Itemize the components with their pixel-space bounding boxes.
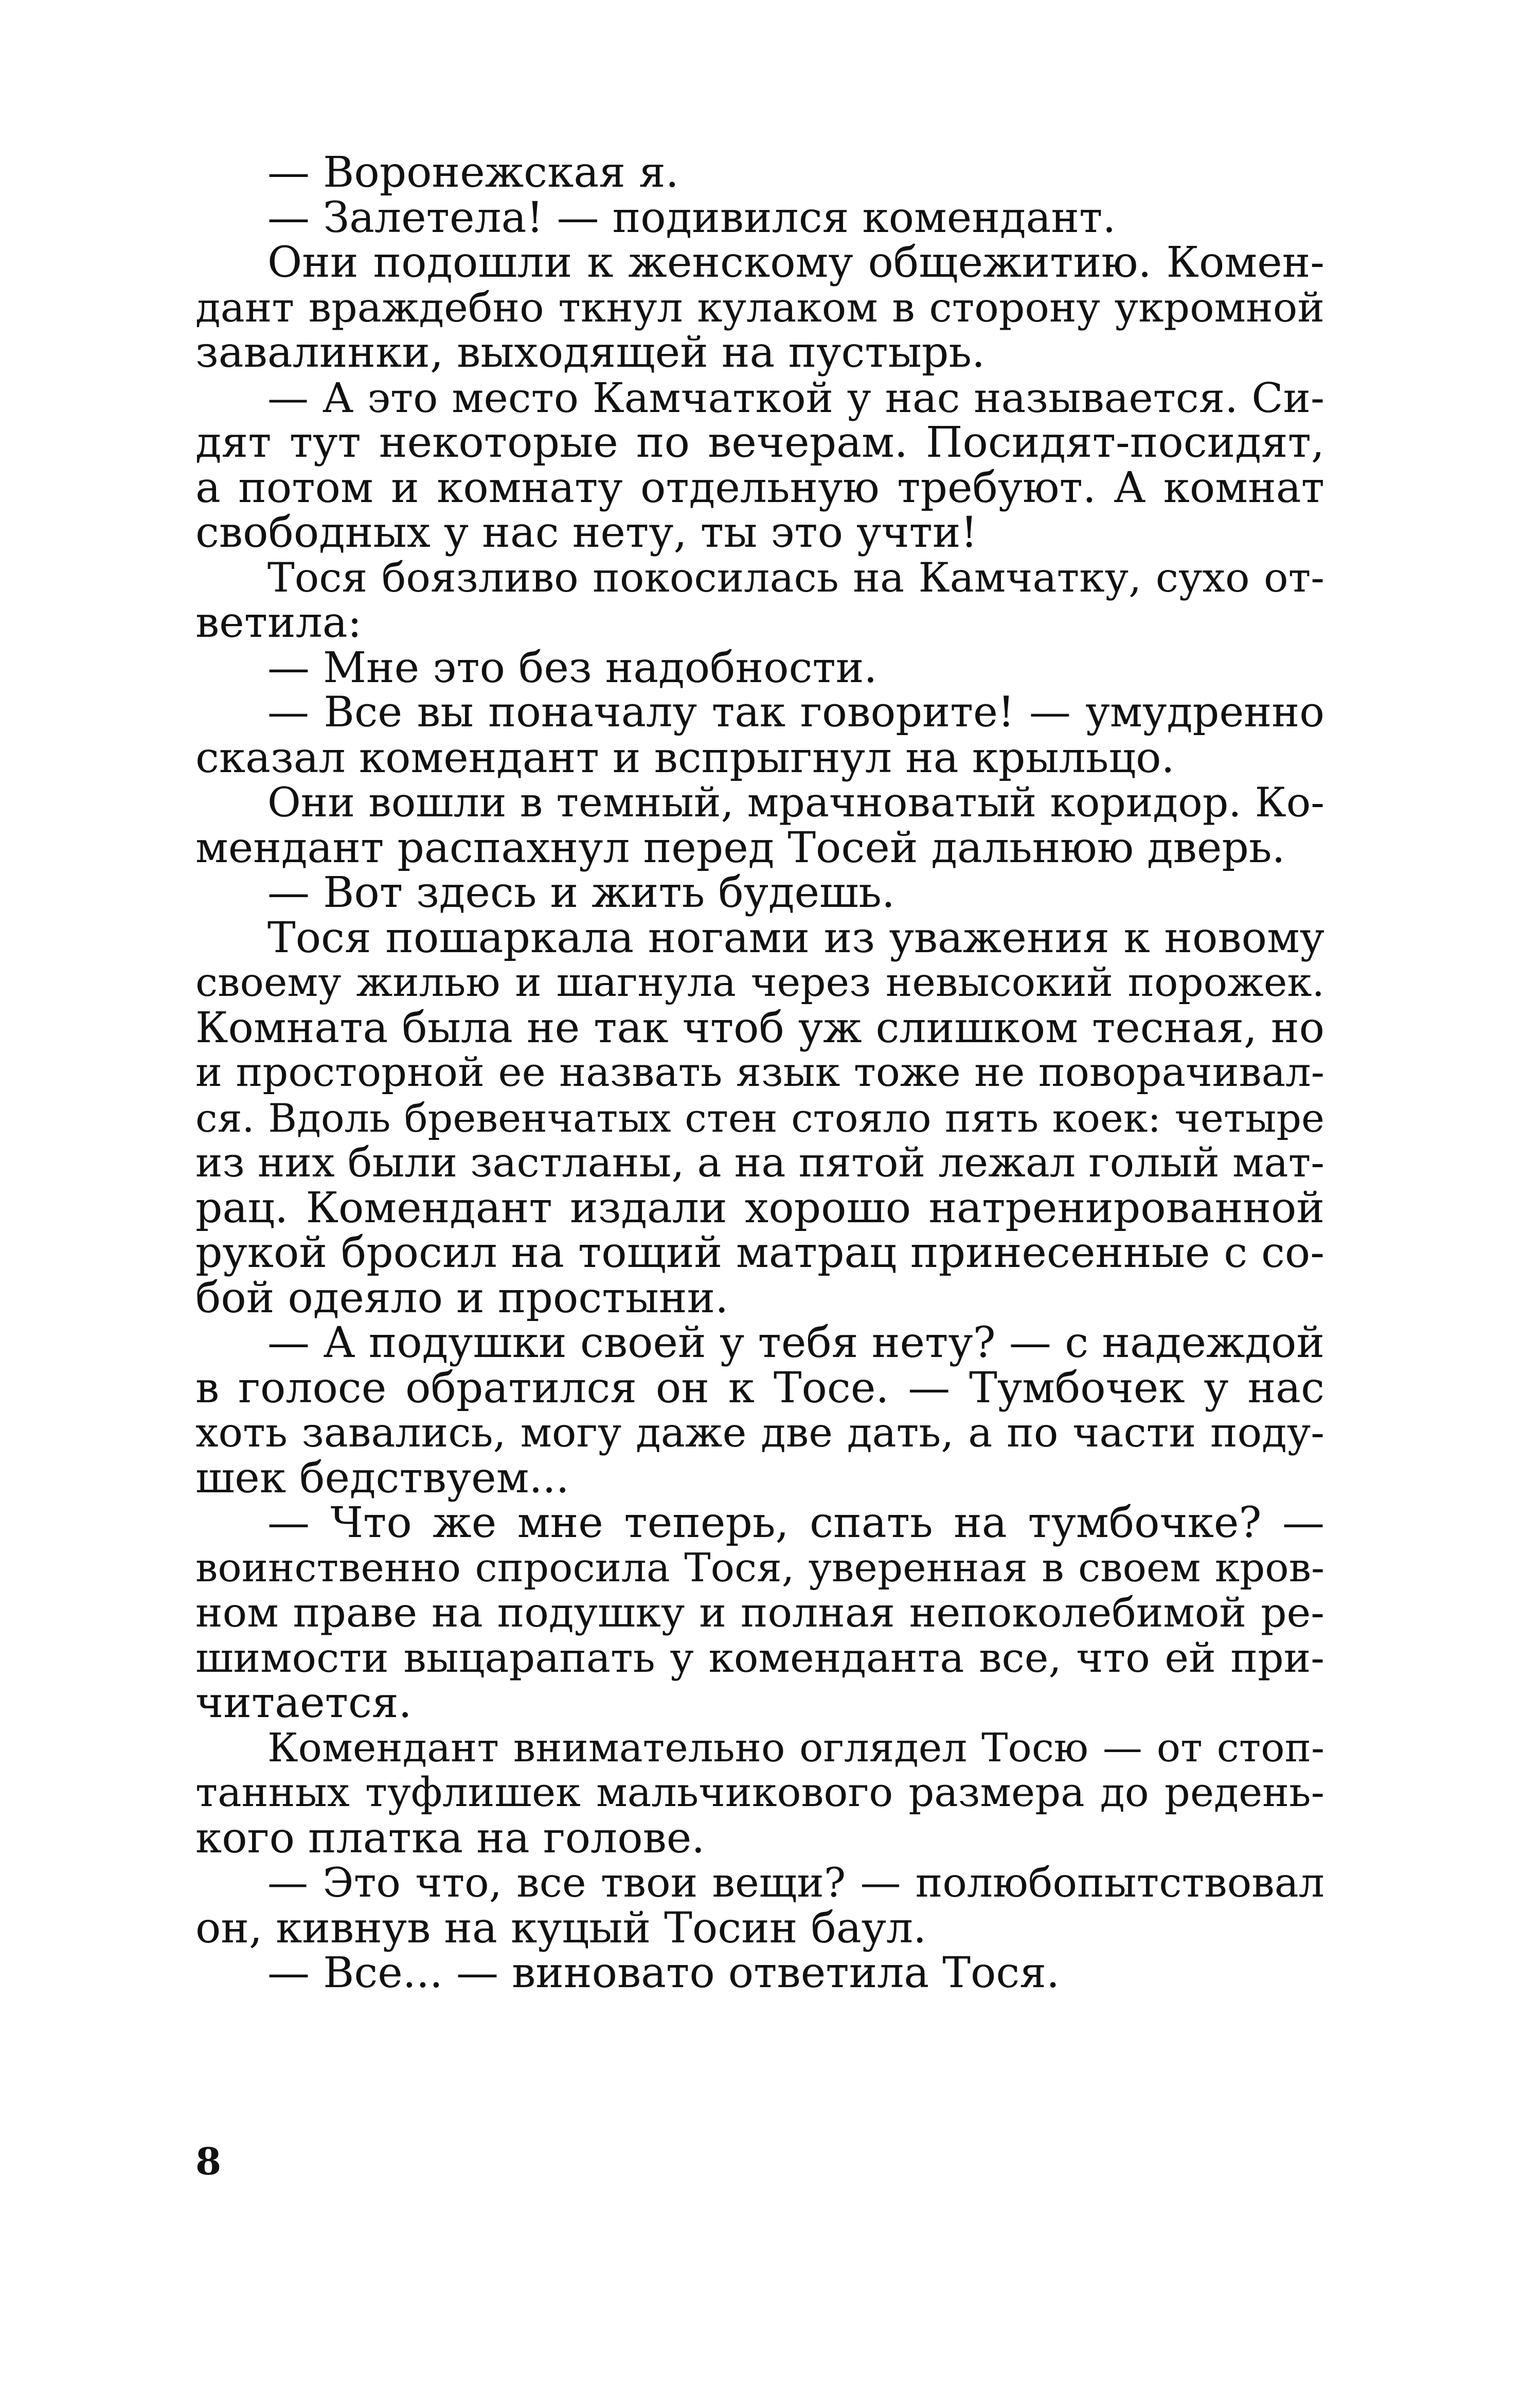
text-line: из них были застланы, а на пятой лежал голый мат- <box>195 1139 1324 1186</box>
text-line: воинственно спросила Тося, уверенная в своем кров- <box>195 1545 1324 1591</box>
text-line: а потом и комнату отдельную требуют. А комнат <box>195 463 1324 512</box>
text-line: в голосе обратился он к Тосе. — Тумбочек у нас <box>195 1363 1324 1413</box>
text-line: танных туфлишек мальчикового размера до редень- <box>195 1770 1324 1816</box>
text-line: — А это место Камчаткой у нас называется. Си- <box>267 373 1324 422</box>
text-line: Комната была не так чтоб уж слишком тесная, но <box>195 1003 1324 1052</box>
text-line: шимости выцарапать у коменданта все, что ей при- <box>195 1634 1324 1682</box>
text-line: своему жилью и шагнула через невысокий порожек. <box>195 960 1324 1006</box>
text-line: — Залетела! — подивился комендант. <box>267 193 1116 242</box>
text-line: — А подушки своей у тебя нету? — с надеждой <box>267 1318 1324 1367</box>
text-line: Они подошли к женскому общежитию. Комен- <box>267 238 1324 287</box>
text-line: Тося боязливо покосилась на Камчатку, сухо от- <box>267 553 1324 601</box>
text-line: бой одеяло и простыни. <box>195 1273 729 1323</box>
text-line: сказал комендант и вспрыгнул на крыльцо. <box>195 733 1175 782</box>
text-line: Они вошли в темный, мрачноватый коридор. Ко- <box>267 779 1324 826</box>
text-line: шек бедствуем... <box>195 1453 569 1503</box>
text-line: — Все... — виновато ответила Тося. <box>267 1949 1060 1997</box>
text-line: и просторной ее назвать язык тоже не поворачивал- <box>195 1049 1324 1096</box>
text-line: — Воронежская я. <box>267 148 679 197</box>
text-line: рукой бросил на тощий матрац принесенные с со- <box>195 1228 1324 1277</box>
text-line: дят тут некоторые по вечерам. Посидят-посидят, <box>195 418 1324 467</box>
text-line: хоть завались, могу даже две дать, а по части поду- <box>195 1409 1324 1456</box>
text-line: он, кивнув на куцый Тосин баул. <box>195 1903 927 1953</box>
text-line: — Это что, все твои вещи? — полюбопытствовал <box>267 1859 1324 1906</box>
text-line: Комендант внимательно оглядел Тосю — от стоп- <box>267 1725 1324 1771</box>
text-line: Тося пошаркала ногами из уважения к новому <box>267 913 1324 962</box>
text-line: завалинки, выходящей на пустырь. <box>195 328 986 377</box>
text-line: ся. Вдоль бревенчатых стен стояло пять коек: четыре <box>195 1095 1324 1141</box>
body-text <box>195 150 1324 1996</box>
text-line: — Что же мне теперь, спать на тумбочке? — <box>267 1498 1324 1547</box>
text-line: ветила: <box>195 598 362 647</box>
text-line: читается. <box>195 1678 412 1727</box>
text-line: мендант распахнул перед Тосей дальнюю дверь. <box>195 823 1285 872</box>
text-line: — Вот здесь и жить будешь. <box>267 868 895 917</box>
text-line: ном праве на подушку и полная непоколебимой ре- <box>195 1589 1324 1636</box>
book-page <box>195 150 1324 2362</box>
text-line: — Все вы поначалу так говорите! — умудренно <box>267 688 1324 737</box>
page-number: 8 <box>195 2139 222 2183</box>
text-line: дант враждебно ткнул кулаком в сторону укромной <box>195 283 1324 331</box>
text-line: — Мне это без надобности. <box>267 643 878 692</box>
text-line: рац. Комендант издали хорошо натренированной <box>195 1183 1324 1233</box>
text-line: свободных у нас нету, ты это учти! <box>195 508 978 557</box>
text-line: кого платка на голове. <box>195 1813 705 1863</box>
